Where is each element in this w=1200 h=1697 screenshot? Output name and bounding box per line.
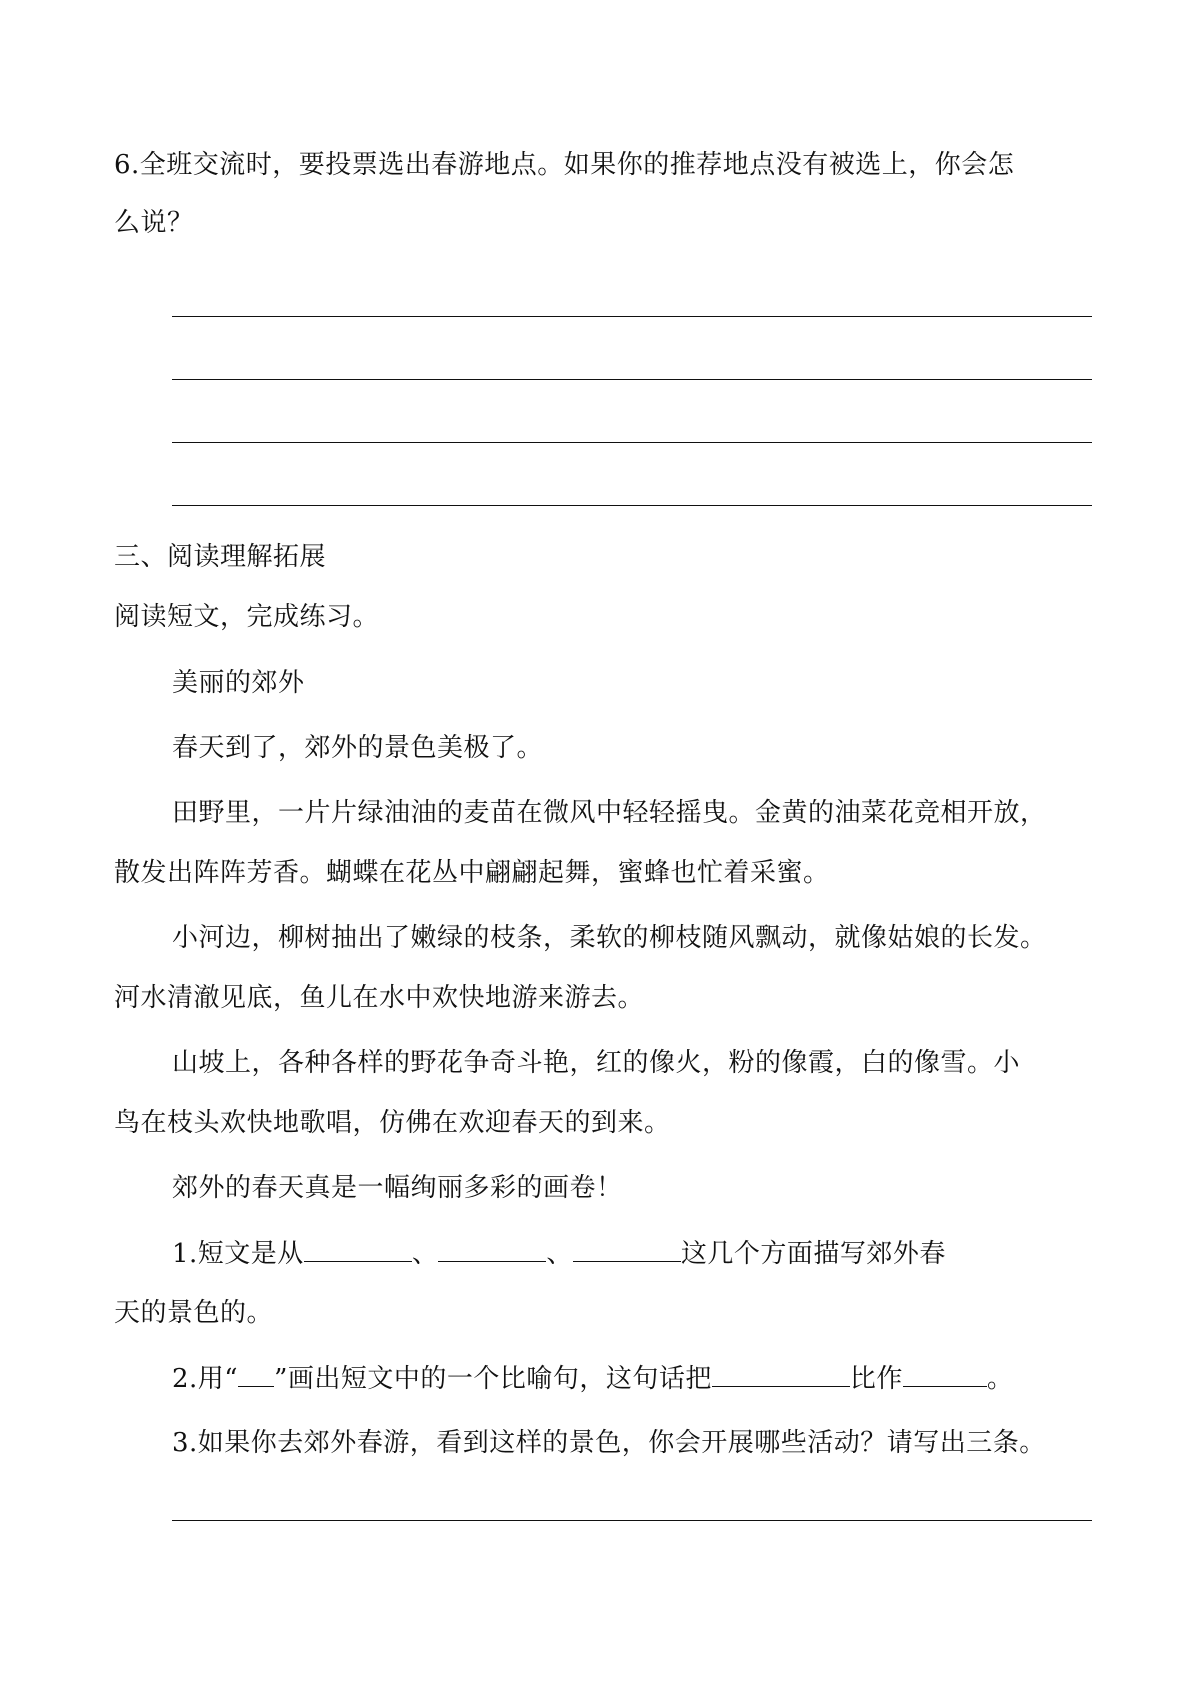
exercise-1-text-2: 天的景色的。: [114, 1298, 274, 1328]
exercise-2-end: 。: [986, 1364, 1014, 1394]
exercise-2-underline-sample: [238, 1360, 274, 1387]
section-3-instruction: [114, 599, 379, 635]
passage-paragraph-4-line-1: [172, 1045, 1020, 1081]
exercise-1-suffix: 这几个方面描写郊外春: [680, 1239, 946, 1269]
answer-line-q6-2[interactable]: [172, 379, 1092, 380]
exercise-1-blank-1[interactable]: [304, 1235, 412, 1262]
exercise-2-mid: ”画出短文中的一个比喻句，这句话把: [274, 1364, 712, 1394]
exercise-3-text: 3.如果你去郊外春游，看到这样的景色，你会开展哪些活动？请写出三条。: [172, 1428, 1046, 1458]
exercise-2: [172, 1360, 1013, 1397]
passage-paragraph-3-line-1: [172, 920, 1047, 956]
exercise-1-line-2: [114, 1295, 273, 1331]
exercise-2-blank-1[interactable]: [712, 1360, 850, 1387]
instruction-text: 阅读短文，完成练习。: [114, 602, 380, 632]
passage-paragraph-4-line-2: [114, 1105, 671, 1141]
exercise-1-sep-1: 、: [411, 1239, 439, 1269]
paragraph-2-text-1: 田野里，一片片绿油油的麦苗在微风中轻轻摇曳。金黄的油菜花竞相开放，: [172, 798, 1047, 828]
paragraph-1-text: 春天到了，郊外的景色美极了。: [172, 733, 544, 763]
exercise-2-prefix: 2.用“: [172, 1364, 239, 1394]
passage-paragraph-2-line-1: [172, 795, 1047, 831]
question-6-line-1: [114, 147, 1014, 183]
section-heading-text: 三、阅读理解拓展: [114, 542, 327, 572]
paragraph-2-text-2: 散发出阵阵芳香。蝴蝶在花丛中翩翩起舞，蜜蜂也忙着采蜜。: [114, 858, 830, 888]
passage-paragraph-1: [172, 730, 543, 766]
exercise-1-sep-2: 、: [546, 1239, 573, 1269]
paragraph-4-text-2: 鸟在枝头欢快地歌唱，仿佛在欢迎春天的到来。: [114, 1108, 671, 1138]
question-6-line-2: [114, 205, 194, 241]
question-6-text-1: 6.全班交流时，要投票选出春游地点。如果你的推荐地点没有被选上，你会怎: [114, 150, 1015, 180]
passage-paragraph-5: [172, 1170, 623, 1206]
paragraph-3-text-2: 河水清澈见底，鱼儿在水中欢快地游来游去。: [114, 983, 645, 1013]
paragraph-3-text-1: 小河边，柳树抽出了嫩绿的枝条，柔软的柳枝随风飘动，就像姑娘的长发。: [172, 923, 1047, 953]
exercise-2-biz: 比作: [849, 1364, 903, 1394]
answer-line-q6-3[interactable]: [172, 442, 1092, 443]
question-6-text-2: 么说？: [114, 208, 194, 238]
exercise-1-prefix: 1.短文是从: [172, 1239, 304, 1269]
paragraph-5-text: 郊外的春天真是一幅绚丽多彩的画卷！: [172, 1173, 623, 1203]
exercise-1-line-1: [172, 1235, 946, 1272]
passage-title-text: 美丽的郊外: [172, 668, 305, 698]
exercise-1-blank-2[interactable]: [438, 1235, 546, 1262]
answer-line-q6-1[interactable]: [172, 316, 1092, 317]
exercise-3: [172, 1425, 1046, 1461]
passage-paragraph-3-line-2: [114, 980, 644, 1016]
answer-line-q3[interactable]: [172, 1520, 1092, 1521]
paragraph-4-text-1: 山坡上，各种各样的野花争奇斗艳，红的像火，粉的像霞，白的像雪。小: [172, 1048, 1021, 1078]
section-3-heading: [114, 539, 326, 575]
answer-line-q6-4[interactable]: [172, 505, 1092, 506]
passage-title: [172, 665, 305, 701]
exercise-2-blank-2[interactable]: [903, 1360, 987, 1387]
exercise-1-blank-3[interactable]: [573, 1235, 681, 1262]
passage-paragraph-2-line-2: [114, 855, 830, 891]
